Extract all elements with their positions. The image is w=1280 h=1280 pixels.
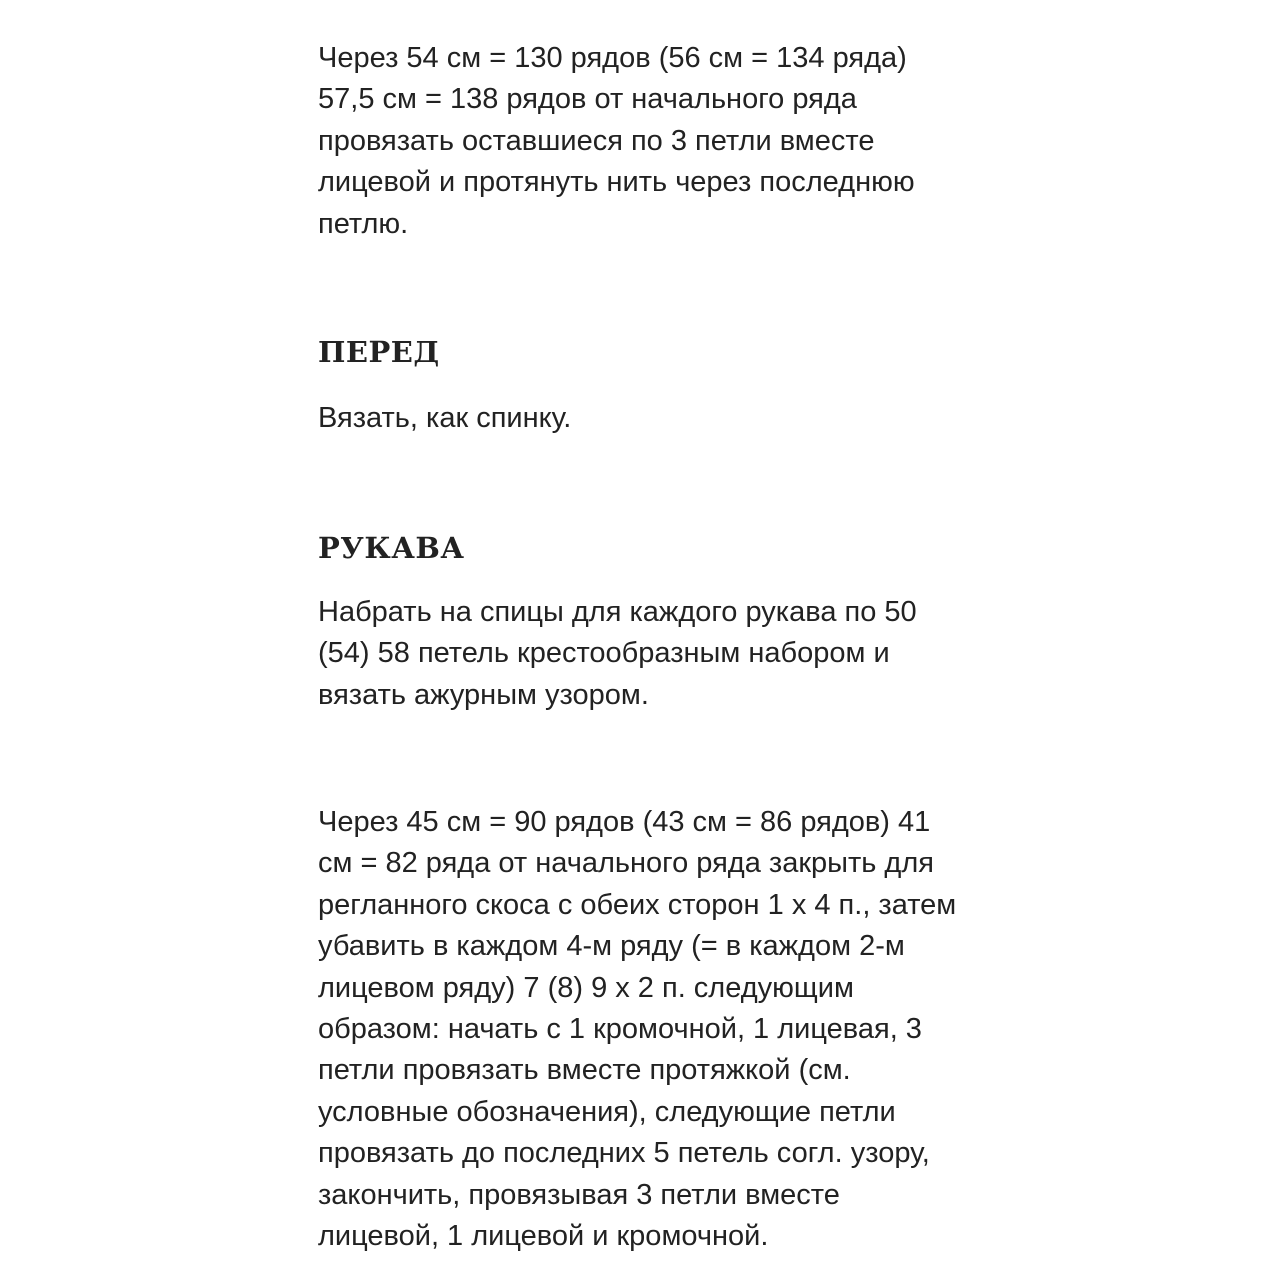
text-line: (54) 58 петель крестообразным набором и bbox=[318, 637, 890, 670]
text-line: см = 82 ряда от начального ряда закрыть для bbox=[318, 847, 934, 880]
front-section-heading: ПЕРЕД bbox=[318, 335, 440, 369]
text-line: петлю. bbox=[318, 207, 409, 240]
front-section-text bbox=[318, 398, 571, 439]
text-line: Через 54 см = 130 рядов (56 см = 134 ряда) bbox=[318, 42, 907, 74]
cast-on-paragraph bbox=[318, 592, 917, 716]
text-line: убавить в каждом 4-м ряду (= в каждом 2-м bbox=[318, 930, 905, 963]
intro-paragraph bbox=[318, 38, 915, 245]
text-line: петли провязать вместе протяжкой (см. bbox=[318, 1054, 851, 1087]
text-line: лицевой и протянуть нить через последнюю bbox=[318, 166, 915, 199]
text-line: лицевой, 1 лицевой и кромочной. bbox=[318, 1220, 769, 1253]
text-line: Вязать, как спинку. bbox=[318, 402, 572, 434]
sleeves-section-heading: РУКАВА bbox=[318, 531, 465, 565]
text-line: вязать ажурным узором. bbox=[318, 678, 649, 711]
raglan-paragraph bbox=[318, 802, 956, 1257]
text-line: регланного скоса с обеих сторон 1 х 4 п., затем bbox=[318, 888, 957, 921]
text-line: лицевом ряду) 7 (8) 9 х 2 п. следующим bbox=[318, 971, 854, 1004]
text-line: условные обозначения), следующие петли bbox=[318, 1095, 896, 1128]
text-line: образом: начать с 1 кромочной, 1 лицевая, 3 bbox=[318, 1013, 922, 1046]
text-line: 57,5 см = 138 рядов от начального ряда bbox=[318, 83, 857, 116]
text-line: Через 45 см = 90 рядов (43 см = 86 рядов) 41 bbox=[318, 806, 931, 838]
text-line: провязать до последних 5 петель согл. узору, bbox=[318, 1137, 930, 1170]
text-line: провязать оставшиеся по 3 петли вместе bbox=[318, 124, 875, 157]
text-line: Набрать на спицы для каждого рукава по 50 bbox=[318, 596, 917, 628]
text-line: закончить, провязывая 3 петли вместе bbox=[318, 1178, 840, 1211]
